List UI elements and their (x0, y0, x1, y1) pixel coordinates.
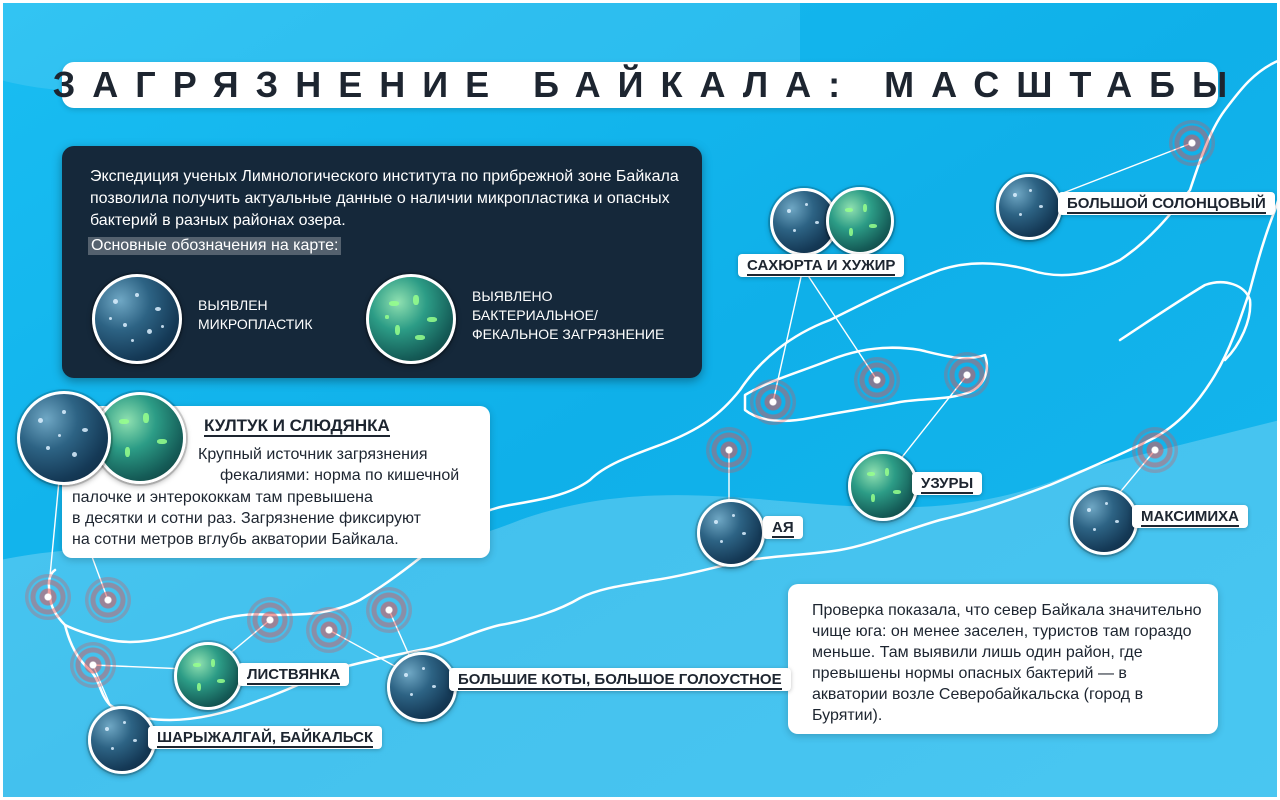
intro-panel (62, 146, 702, 378)
kultuk-microplastic-icon (17, 391, 111, 485)
kultuk-line-5: на сотни метров вглубь акватории Байкала. (72, 531, 399, 548)
kultuk-line-1: Крупный источник загрязнения (198, 446, 428, 463)
uzury-bacteria-icon (848, 451, 918, 521)
maksimikha-microplastic-icon (1070, 487, 1138, 555)
label-bolshoy-solontsovy: БОЛЬШОЙ СОЛОНЦОВЫЙ (1058, 192, 1275, 215)
label-aya: АЯ (763, 516, 803, 539)
marker-ring (1169, 120, 1215, 166)
marker-ring (1132, 427, 1178, 473)
kultuk-line-3: палочке и энтерококкам там превышена (72, 489, 373, 506)
marker-ring (750, 379, 796, 425)
bacteria-legend-label: ВЫЯВЛЕНО БАКТЕРИАЛЬНОЕ/ ФЕКАЛЬНОЕ ЗАГРЯЗНЕНИЕ (472, 288, 665, 342)
bolshoy-solontsovy-microplastic-icon (996, 174, 1062, 240)
sharyzhalgay-microplastic-icon (88, 706, 156, 774)
intro-text: Экспедиция ученых Лимнологического института по прибрежной зоне Байкала позволила получить актуальные данные о наличии микропластика и опасных бактерий в разных районах озера. (90, 168, 679, 229)
label-sharyzhalgay: ШАРЫЖАЛГАЙ, БАЙКАЛЬСК (148, 726, 382, 749)
marker-ring (85, 577, 131, 623)
legend-title: Основные обозначения на карте: (88, 237, 341, 255)
sakhyurta-bacteria-icon (826, 187, 894, 255)
label-bolshie-koty: БОЛЬШИЕ КОТЫ, БОЛЬШОЕ ГОЛОУСТНОЕ (449, 668, 791, 691)
title-bar (52, 62, 1245, 108)
marker-ring (70, 642, 116, 688)
marker-ring (854, 357, 900, 403)
label-sakhyurta: САХЮРТА И ХУЖИР (738, 254, 904, 277)
label-maksimikha: МАКСИМИХА (1132, 505, 1248, 528)
bolshie-koty-microplastic-icon (387, 652, 457, 722)
microplastic-legend-label: ВЫЯВЛЕН МИКРОПЛАСТИК (198, 297, 313, 332)
aya-microplastic-icon (697, 499, 765, 567)
north-card-text: Проверка показала, что север Байкала значительно чище юга: он менее заселен, туристов там гораздо меньше. Там выявили лишь один район, где превышены нормы опасных бактерий — в акватории возле Северобайкальска (город в Бурятии). (812, 602, 1202, 724)
bacteria-legend-icon (366, 274, 456, 364)
listvyanka-bacteria-icon (174, 642, 242, 710)
marker-ring (306, 607, 352, 653)
microplastic-legend-icon (92, 274, 182, 364)
kultuk-line-4: в десятки и сотни раз. Загрязнение фиксируют (72, 510, 421, 527)
kultuk-line-2: фекалиями: норма по кишечной (220, 467, 460, 484)
north-card (788, 584, 1218, 734)
kultuk-title: КУЛТУК И СЛЮДЯНКА (192, 414, 402, 438)
marker-ring (366, 587, 412, 633)
marker-ring (247, 597, 293, 643)
marker-ring (944, 352, 990, 398)
page-title: ЗАГРЯЗНЕНИЕ БАЙКАЛА: МАСШТАБЫ (52, 64, 1245, 105)
label-listvyanka: ЛИСТВЯНКА (238, 663, 349, 686)
marker-ring (706, 427, 752, 473)
label-uzury: УЗУРЫ (912, 472, 982, 495)
marker-ring (25, 574, 71, 620)
